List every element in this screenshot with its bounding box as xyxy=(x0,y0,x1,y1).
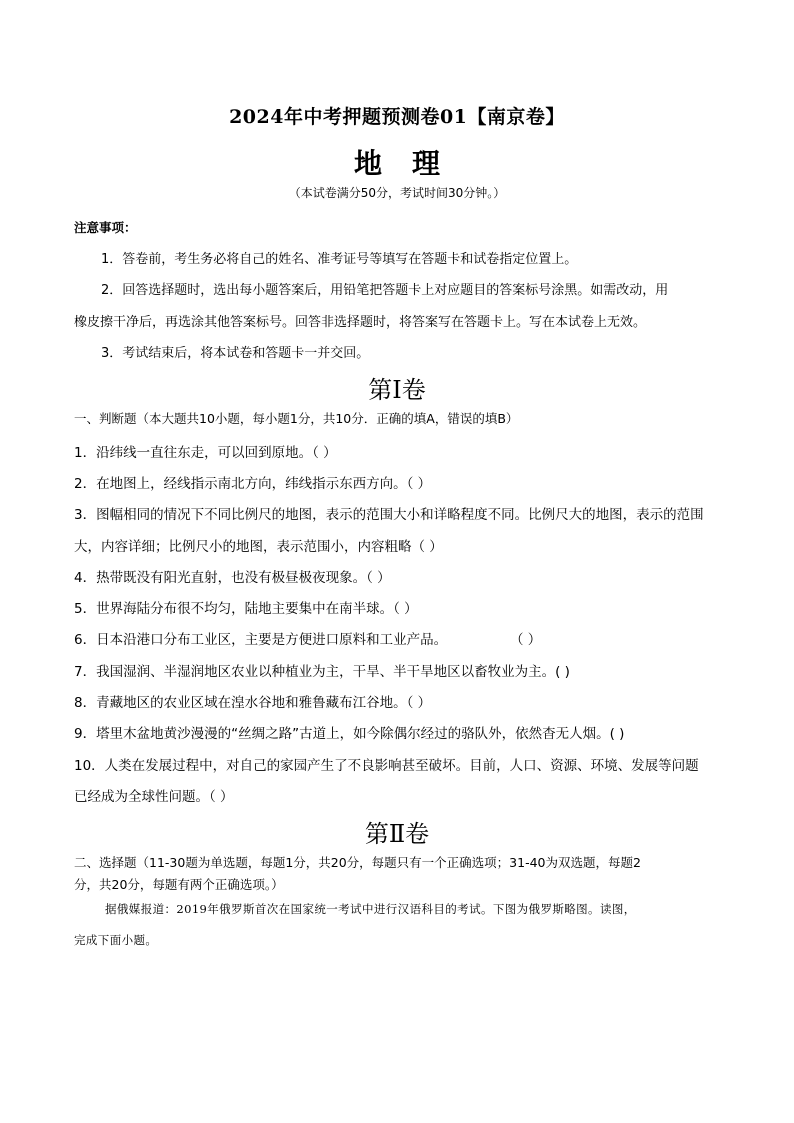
exam-subtitle: （本试卷满分50分，考试时间30分钟。） xyxy=(288,186,506,200)
part2-section-heading-cont: 分，共20分，每题有两个正确选项。） xyxy=(74,877,284,892)
exam-title: 2024年中考押题预测卷01【南京卷】 xyxy=(229,106,565,128)
question-6-blank: （ ） xyxy=(510,632,542,648)
part1-heading: 第Ⅰ卷 xyxy=(368,376,426,404)
question-7: 7．我国湿润、半湿润地区农业以种植业为主，干旱、半干旱地区以畜牧业为主。( ) xyxy=(74,664,570,680)
question-2: 2．在地图上，经线指示南北方向，纬线指示东西方向。（ ） xyxy=(74,476,432,492)
question-10-cont: 已经成为全球性问题。（ ） xyxy=(74,789,234,805)
notice-item-2-cont: 橡皮擦干净后，再选涂其他答案标号。回答非选择题时，将答案写在答题卡上。写在本试卷上无效。 xyxy=(74,315,647,330)
question-5: 5．世界海陆分布很不均匀，陆地主要集中在南半球。（ ） xyxy=(74,601,418,617)
question-6: 6．日本沿港口分布工业区，主要是方便进口原料和工业产品。 xyxy=(74,632,448,648)
part1-section-heading: 一、判断题（本大题共10小题，每小题1分，共10分．正确的填A，错误的填B） xyxy=(74,411,519,426)
notice-heading: 注意事项： xyxy=(74,220,137,235)
notice-item-3: 3．考试结束后，将本试卷和答题卡一并交回。 xyxy=(101,346,370,361)
question-3: 3．图幅相同的情况下不同比例尺的地图，表示的范围大小和详略程度不同。比例尺大的地图，表示的范围 xyxy=(74,507,704,523)
question-9: 9．塔里木盆地黄沙漫漫的“丝绸之路”古道上，如今除偶尔经过的骆队外，依然杳无人烟。( ) xyxy=(74,726,625,742)
question-3-cont: 大，内容详细；比例尺小的地图，表示范围小，内容粗略（ ） xyxy=(74,539,443,555)
part2-heading: 第Ⅱ卷 xyxy=(364,820,430,848)
part2-section-heading: 二、选择题（11-30题为单选题，每题1分，共20分，每题只有一个正确选项；31-40为双选题，每题2 xyxy=(74,855,641,870)
reading-intro-cont: 完成下面小题。 xyxy=(74,933,158,947)
question-4: 4．热带既没有阳光直射，也没有极昼极夜现象。（ ） xyxy=(74,570,391,586)
question-8: 8．青藏地区的农业区域在湟水谷地和雅鲁藏布江谷地。（ ） xyxy=(74,695,432,711)
notice-item-1: 1．答卷前，考生务必将自己的姓名、准考证号等填写在答题卡和试卷指定位置上。 xyxy=(101,252,578,267)
question-10: 10．人类在发展过程中，对自己的家园产生了不良影响甚至破坏。目前，人口、资源、环境、发展等问题 xyxy=(74,758,699,774)
question-1: 1．沿纬线一直往东走，可以回到原地。（ ） xyxy=(74,445,337,461)
subject-title: 地理 xyxy=(353,147,470,180)
reading-intro: 据俄媒报道：2019年俄罗斯首次在国家统一考试中进行汉语科目的考试。下图为俄罗斯略图。读图， xyxy=(105,902,636,916)
notice-item-2: 2．回答选择题时，选出每小题答案后，用铅笔把答题卡上对应题目的答案标号涂黑。如需改动，用 xyxy=(101,283,669,298)
